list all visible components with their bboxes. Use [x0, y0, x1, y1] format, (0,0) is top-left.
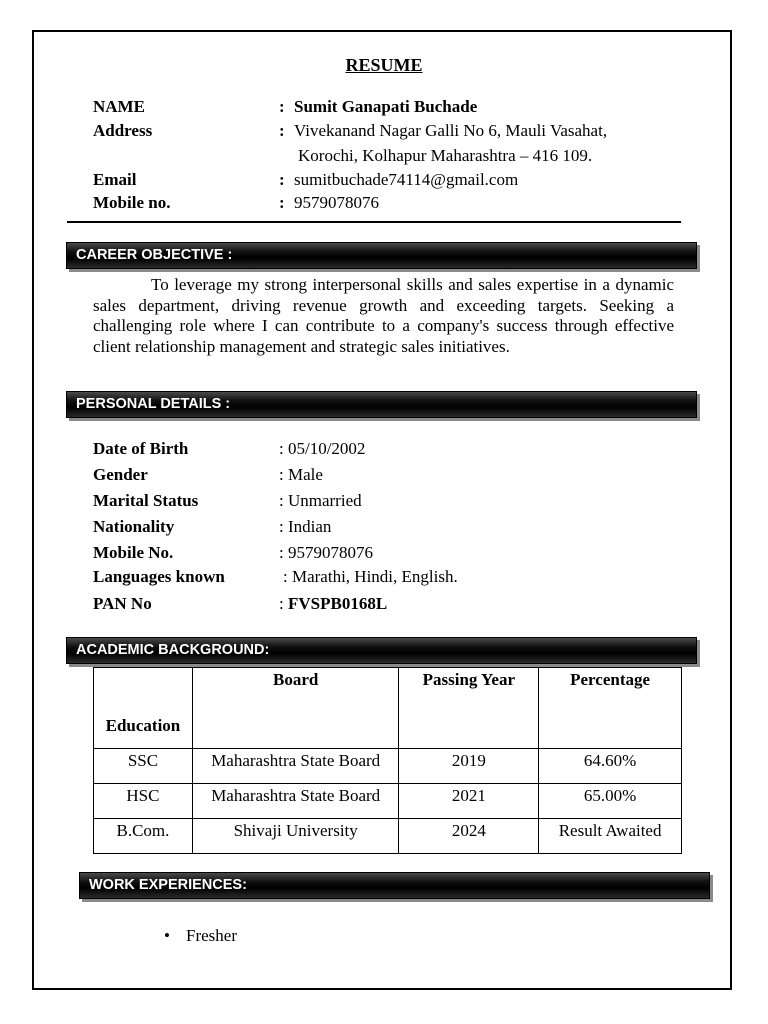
- academics-table: [93, 667, 682, 854]
- nationality-label: Nationality: [93, 517, 175, 536]
- name-label: NAME: [93, 97, 145, 116]
- pan-number: FVSPB0168L: [287, 594, 388, 613]
- email-separator: :: [279, 170, 285, 189]
- table-row: [94, 784, 682, 819]
- name-value: Sumit Ganapati Buchade: [294, 97, 478, 116]
- languages-value: : Marathi, Hindi, English.: [283, 567, 458, 586]
- marital-status-value: : Unmarried: [279, 491, 362, 510]
- header-percentage: Percentage: [539, 668, 682, 749]
- cell-board: Maharashtra State Board: [192, 749, 399, 784]
- cell-education: SSC: [94, 749, 193, 784]
- marital-status-label: Marital Status: [93, 491, 199, 510]
- email-label: Email: [93, 170, 137, 189]
- mobile-value: 9579078076: [294, 193, 379, 212]
- cell-percentage: 64.60%: [539, 749, 682, 784]
- objective-text: To leverage my strong interpersonal skills and sales expertise in a dynamic sales department, driving revenue growth and exceeding targets. Seeking a challenging role where I can contribute to a company's success through effective client relationship management and strategic sales initiatives.: [93, 275, 674, 356]
- section-career-objective: CAREER OBJECTIVE :: [66, 242, 697, 269]
- cell-year: 2021: [399, 784, 539, 819]
- pan-label: PAN No: [93, 594, 152, 613]
- mobile-separator: :: [279, 193, 285, 212]
- cell-board: Maharashtra State Board: [192, 784, 399, 819]
- cell-percentage: 65.00%: [539, 784, 682, 819]
- list-item: [164, 926, 237, 946]
- cell-board: Shivaji University: [192, 819, 399, 854]
- section-personal-details: PERSONAL DETAILS :: [66, 391, 697, 418]
- cell-education: B.Com.: [94, 819, 193, 854]
- header-divider: [67, 221, 681, 223]
- header-education: Education: [94, 668, 193, 749]
- work-item-text: Fresher: [186, 926, 237, 945]
- address-line-2: Korochi, Kolhapur Maharashtra – 416 109.: [298, 146, 593, 165]
- address-separator: :: [279, 121, 285, 140]
- cell-year: 2024: [399, 819, 539, 854]
- header-passing-year: Passing Year: [399, 668, 539, 749]
- cell-year: 2019: [399, 749, 539, 784]
- mobile-label: Mobile no.: [93, 193, 171, 212]
- address-line-1: Vivekanand Nagar Galli No 6, Mauli Vasahat,: [294, 121, 608, 140]
- dob-label: Date of Birth: [93, 439, 189, 458]
- address-label: Address: [93, 121, 153, 140]
- table-row: [94, 819, 682, 854]
- academics-header-row: [94, 668, 682, 749]
- dob-value: : 05/10/2002: [279, 439, 366, 458]
- personal-mobile-label: Mobile No.: [93, 543, 174, 562]
- languages-label: Languages known: [93, 567, 225, 586]
- section-work-experiences: WORK EXPERIENCES:: [79, 872, 710, 899]
- gender-label: Gender: [93, 465, 148, 484]
- section-academic-background: ACADEMIC BACKGROUND:: [66, 637, 697, 664]
- cell-percentage: Result Awaited: [539, 819, 682, 854]
- bullet-icon: •: [164, 926, 170, 945]
- table-row: [94, 749, 682, 784]
- pan-prefix: :: [279, 594, 288, 613]
- name-separator: :: [279, 97, 285, 116]
- nationality-value: : Indian: [279, 517, 332, 536]
- pan-value: [279, 594, 387, 614]
- cell-education: HSC: [94, 784, 193, 819]
- resume-title: RESUME: [345, 55, 423, 75]
- gender-value: : Male: [279, 465, 323, 484]
- personal-mobile-value: : 9579078076: [279, 543, 373, 562]
- email-value: sumitbuchade74114@gmail.com: [294, 170, 519, 189]
- header-board: Board: [192, 668, 399, 749]
